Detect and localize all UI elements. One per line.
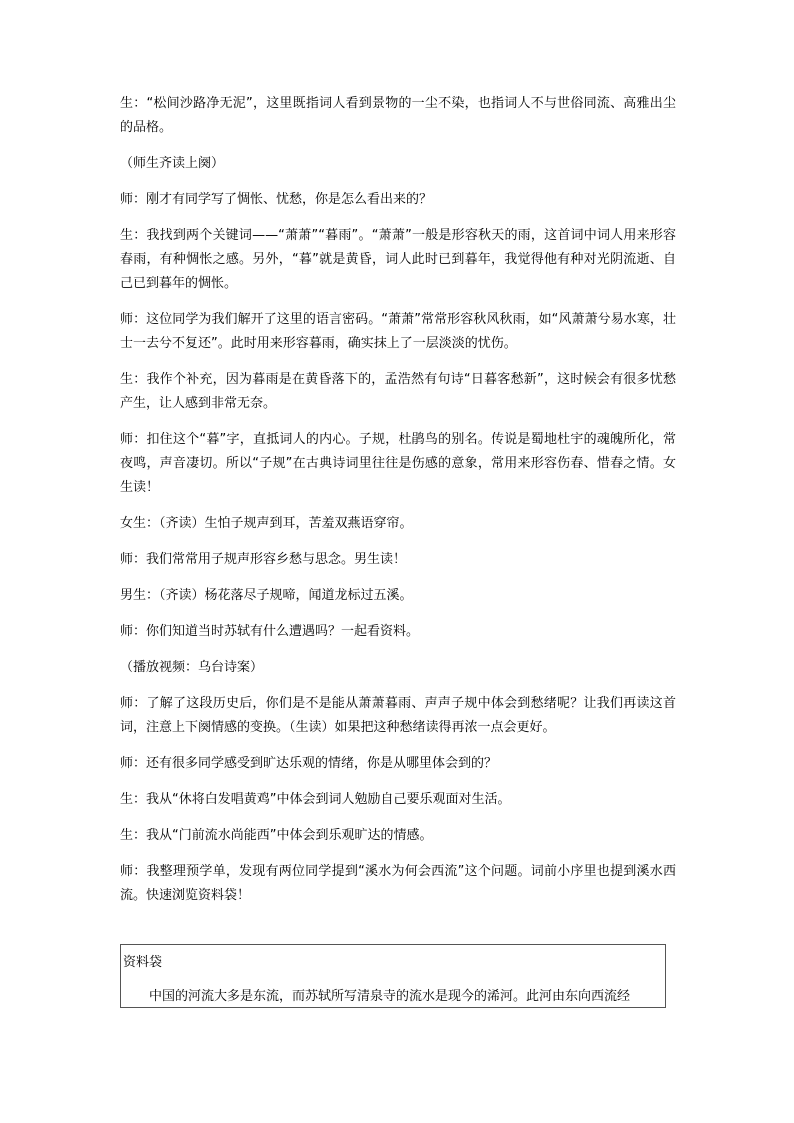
paragraph: （师生齐读上阕） <box>120 156 225 171</box>
paragraph: 生：我从“休将白发唱黄鸡”中体会到词人勉励自己要乐观面对生活。 <box>120 792 511 807</box>
paragraph: 师：还有很多同学感受到旷达乐观的情绪，你是从哪里体会到的？ <box>120 756 498 771</box>
resource-box-text: 中国的河流大多是东流，而苏轼所写清泉寺的流水是现今的浠河。此河由东向西流经 <box>149 989 631 1004</box>
paragraph: 生：我作个补充，因为暮雨是在黄昏落下的，孟浩然有句诗“日暮客愁新”，这时候会有很多忧愁产生，让人感到非常无奈。 <box>120 372 676 411</box>
paragraph: 生：我从“门前流水尚能西”中体会到乐观旷达的情感。 <box>120 828 433 843</box>
paragraph: （播放视频：乌台诗案） <box>120 660 264 675</box>
paragraph: 男生：（齐读）杨花落尽子规啼，闻道龙标过五溪。 <box>120 588 413 603</box>
paragraph: 女生：（齐读）生怕子规声到耳，苦羞双燕语穿帘。 <box>120 516 413 531</box>
paragraph: 师：我们常常用子规声形容乡愁与思念。男生读！ <box>120 552 407 567</box>
resource-box-title: 资料袋 <box>123 955 163 970</box>
paragraph: 师：了解了这段历史后，你们是不是能从萧萧暮雨、声声子规中体会到愁绪呢？让我们再读这首词，注意上下阕情感的变换。（生读）如果把这种愁绪读得再浓一点会更好。 <box>120 696 676 735</box>
paragraph: 师：刚才有同学写了惆怅、忧愁，你是怎么看出来的？ <box>120 192 433 207</box>
paragraph: 师：我整理预学单，发现有两位同学提到“溪水为何会西流”这个问题。词前小序里也提到溪水西流。快速浏览资料袋！ <box>120 864 676 903</box>
paragraph: 生：“松间沙路净无泥”，这里既指词人看到景物的一尘不染，也指词人不与世俗同流、高雅出尘的品格。 <box>120 96 676 135</box>
paragraph: 师：这位同学为我们解开了这里的语言密码。“萧萧”常常形容秋风秋雨，如“风萧萧兮易水寒，壮士一去兮不复还”。此时用来形容暮雨，确实抹上了一层淡淡的忧伤。 <box>120 312 676 351</box>
resource-box <box>120 944 666 1008</box>
paragraph: 师：你们知道当时苏轼有什么遭遇吗？一起看资料。 <box>120 624 420 639</box>
paragraph: 师：扣住这个“暮”字，直抵词人的内心。子规，杜鹃鸟的别名。传说是蜀地杜宇的魂魄所化，常夜鸣，声音凄切。所以“子规”在古典诗词里往往是伤感的意象，常用来形容伤春、惜春之情。女生读！ <box>120 432 676 495</box>
document-body <box>120 92 676 920</box>
paragraph: 生：我找到两个关键词——“萧萧”“暮雨”。“萧萧”一般是形容秋天的雨，这首词中词人用来形容春雨，有种惆怅之感。另外，“暮”就是黄昏，词人此时已到暮年，我觉得他有种对光阴流逝、自己已到暮年的惆怅。 <box>120 228 676 291</box>
